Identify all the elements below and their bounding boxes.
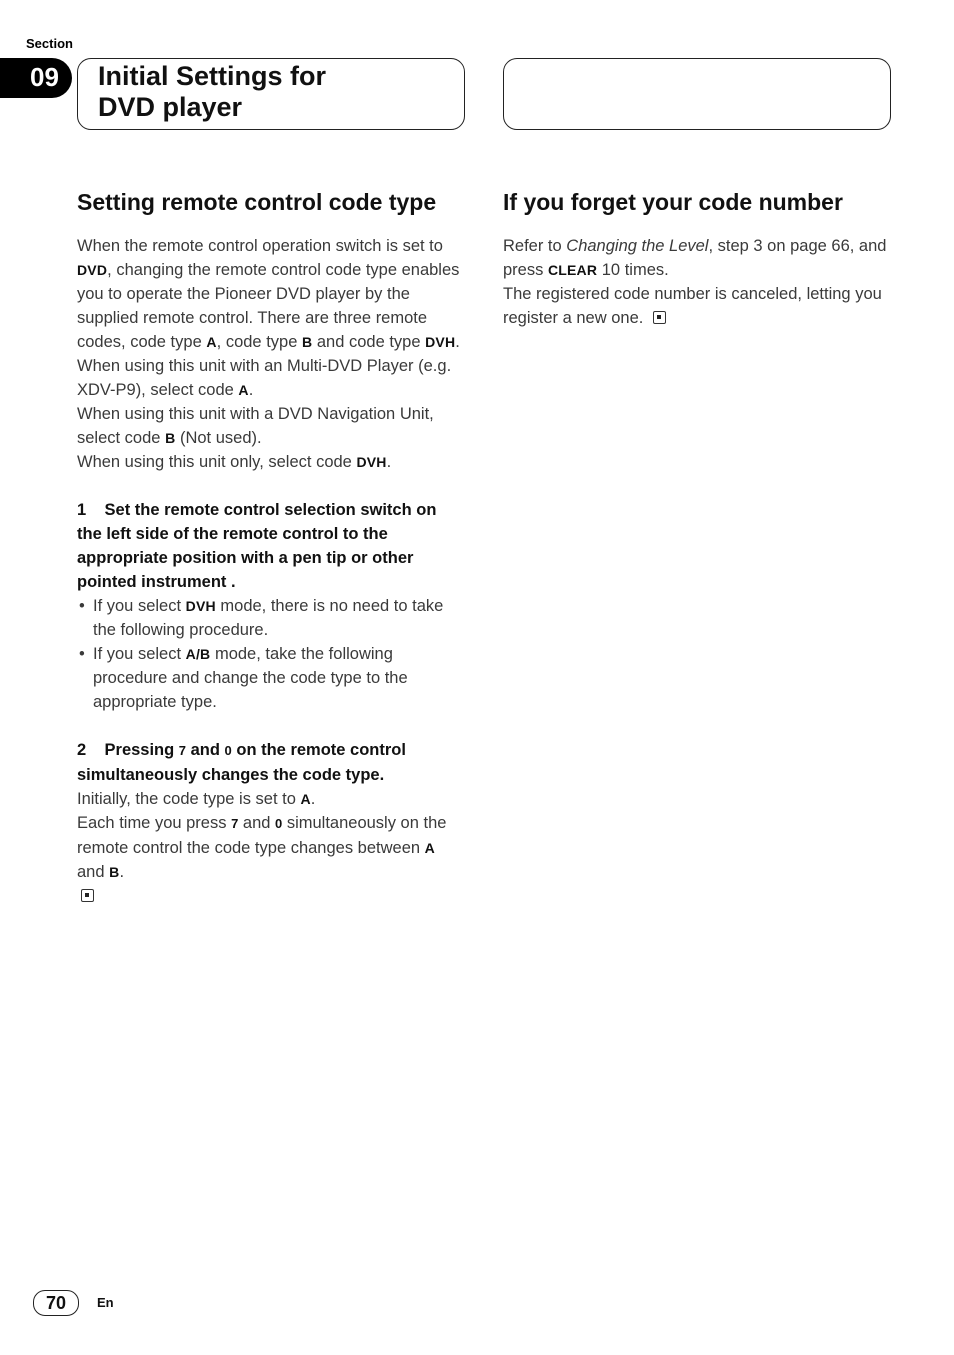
refer-text-2: , step 3 on page 66, and press — [503, 237, 887, 279]
only-text-1: When using this unit only, select code — [77, 453, 357, 471]
intro-text-4: and code type — [312, 333, 426, 351]
bullet-dvh — [77, 594, 465, 642]
intro-text-5: . — [455, 333, 460, 351]
section-number: 09 — [30, 62, 59, 92]
initially-text-1: Initially, the code type is set to — [77, 790, 301, 808]
each-text-4: and — [77, 863, 110, 881]
navigation-paragraph — [77, 402, 465, 450]
key-ab: A/B — [185, 646, 211, 662]
key-b: B — [165, 430, 176, 446]
unit-only-paragraph — [77, 450, 465, 474]
step-2 — [77, 738, 465, 787]
step-1: 1 Set the remote control selection switch on the left side of the remote control to the appropriate position with a pen tip or other pointed instrument . — [77, 501, 442, 591]
each-text-5: . — [119, 863, 125, 881]
key-a: A — [206, 334, 217, 350]
page-number: 70 — [33, 1290, 79, 1316]
empty-header-frame — [503, 58, 891, 130]
key-7: 7 — [231, 816, 239, 831]
language-label: En — [97, 1295, 114, 1310]
key-clear: CLEAR — [547, 262, 598, 278]
key-a: A — [300, 791, 311, 807]
section-end-mark — [81, 888, 465, 906]
chapter-title-line1: Initial Settings for — [98, 61, 327, 91]
key-dvd: DVD — [77, 262, 108, 278]
key-7: 7 — [178, 743, 187, 758]
end-mark-icon — [81, 889, 94, 902]
key-b: B — [301, 334, 313, 350]
intro-text-3: , code type — [216, 333, 302, 351]
step-1-bullets — [77, 594, 465, 714]
intro-paragraph — [77, 234, 465, 354]
left-heading: Setting remote control code type — [77, 189, 437, 215]
key-b: B — [109, 864, 120, 880]
step2-text-1: 2 Pressing — [77, 741, 179, 759]
left-column — [77, 186, 465, 906]
section-label: Section — [26, 36, 73, 51]
bullet1-text-2: mode, there is no need to take the following procedure. — [93, 597, 444, 639]
intro-text-1: When the remote control operation switch is set to — [77, 237, 443, 255]
chapter-title — [98, 61, 326, 123]
key-dvh: DVH — [185, 598, 216, 614]
end-mark-icon — [653, 311, 666, 324]
each-text-2: and — [238, 814, 276, 832]
changing-level-reference: Changing the Level — [566, 237, 709, 255]
refer-text-3: 10 times. — [597, 261, 669, 279]
key-dvh: DVH — [356, 454, 387, 470]
initially-text-2: . — [310, 790, 316, 808]
bullet2-text-1: If you select — [93, 645, 186, 663]
step2-text-3: on the remote control simultaneously changes the code type. — [77, 741, 411, 784]
multi-text-2: . — [248, 381, 254, 399]
canceled-text: The registered code number is canceled, letting you register a new one. — [503, 285, 882, 327]
nav-text-1: When using this unit with a DVD Navigation Unit, select code — [77, 405, 434, 447]
only-text-2: . — [386, 453, 392, 471]
key-a: A — [238, 382, 249, 398]
key-0: 0 — [275, 816, 283, 831]
each-text-1: Each time you press — [77, 814, 232, 832]
key-0: 0 — [224, 743, 232, 758]
key-a: A — [424, 840, 435, 856]
chapter-title-line2: DVD player — [98, 92, 243, 122]
bullet-ab — [77, 642, 465, 714]
bullet1-text-1: If you select — [93, 597, 186, 615]
refer-paragraph — [503, 234, 891, 282]
step2-text-2: and — [186, 741, 225, 759]
initial-code-paragraph — [77, 787, 465, 811]
refer-text-1: Refer to — [503, 237, 567, 255]
right-column — [503, 186, 891, 330]
intro-text-2: , changing the remote control code type enables you to operate the Pioneer DVD player by the supplied remote control. There are three remote codes, code type — [77, 261, 460, 351]
canceled-paragraph — [503, 282, 891, 330]
each-text-3: simultaneously on the remote control the code type changes between — [77, 814, 447, 857]
bullet2-text-2: mode, take the following procedure and change the code type to the appropriate type. — [93, 645, 408, 711]
nav-text-2: (Not used). — [175, 429, 262, 447]
multi-dvd-paragraph — [77, 354, 465, 402]
key-dvh: DVH — [425, 334, 456, 350]
right-heading: If you forget your code number — [503, 189, 843, 215]
multi-text-1: When using this unit with an Multi-DVD Player (e.g. XDV-P9), select code — [77, 357, 452, 399]
toggle-code-paragraph — [77, 811, 465, 884]
